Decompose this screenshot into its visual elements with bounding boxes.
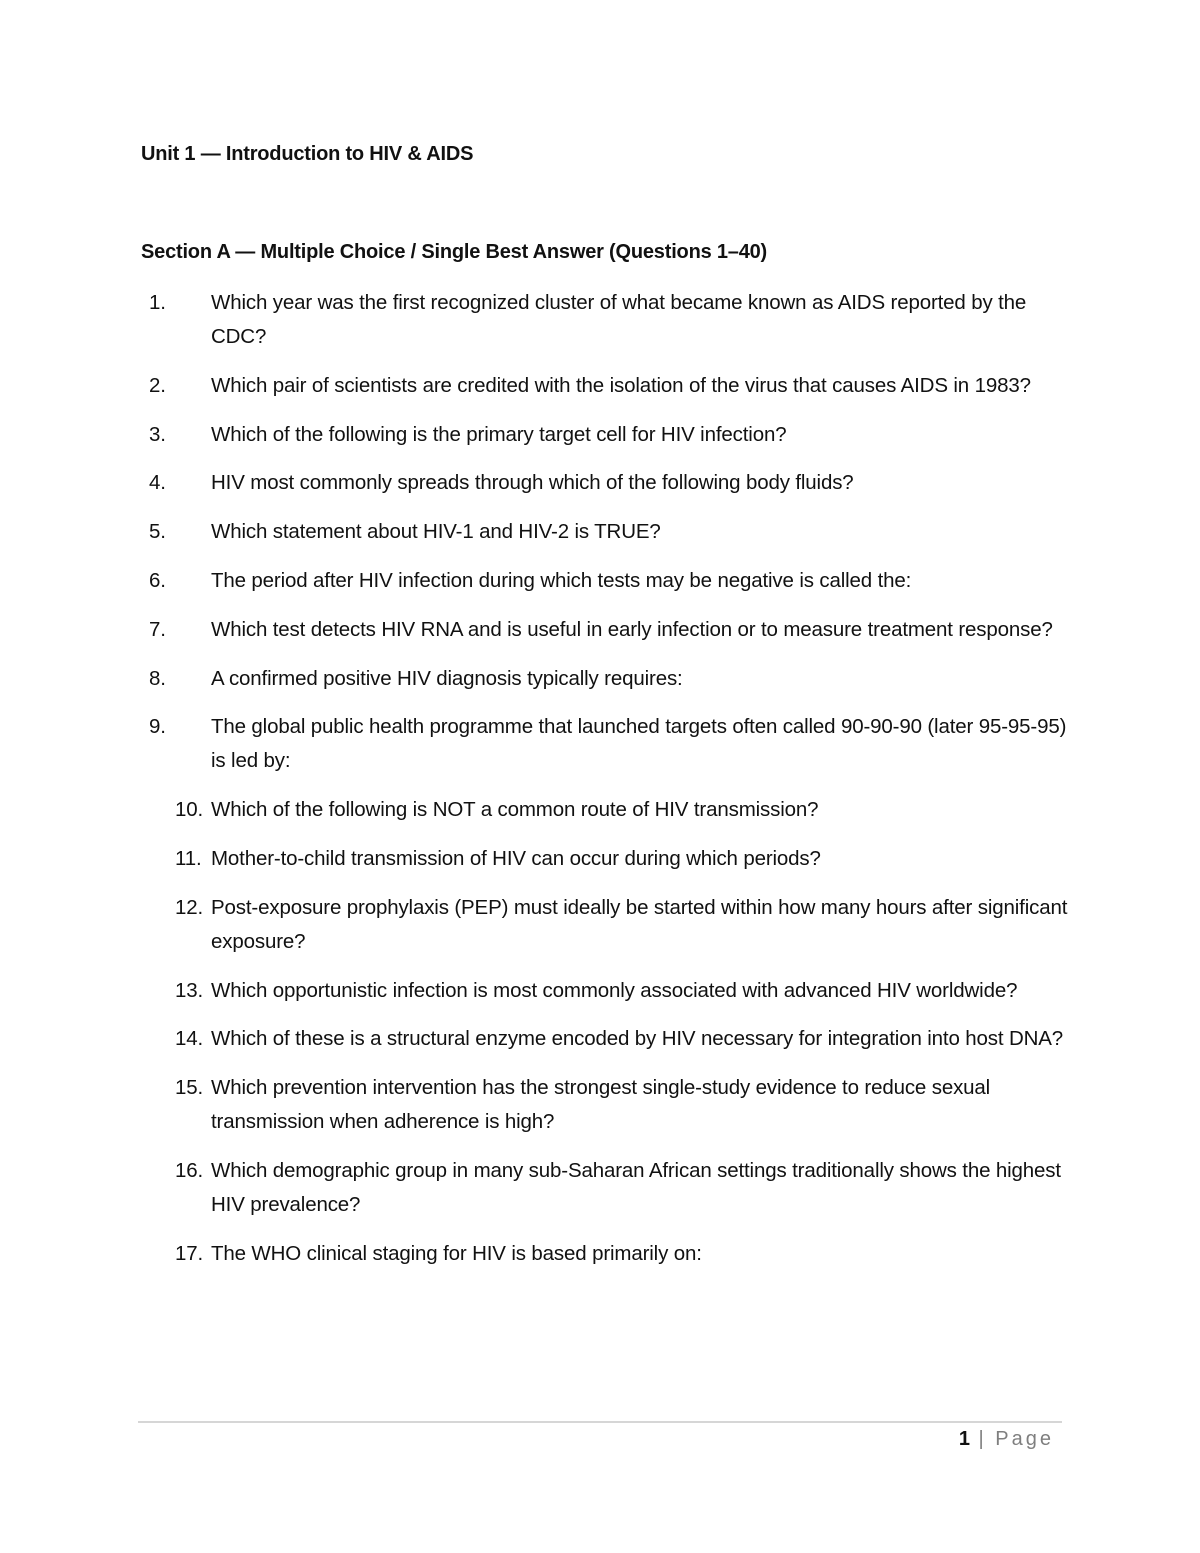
question-text: Which of these is a structural enzyme encoded by HIV necessary for integration into host DNA? [211, 1027, 1064, 1051]
page-label: Page [995, 1428, 1054, 1450]
question-number: 16. [175, 1158, 204, 1182]
question-item [141, 466, 1071, 500]
question-text: Which year was the first recognized cluster of what became known as AIDS reported by the CDC? [211, 291, 1027, 348]
question-text: The global public health programme that launched targets often called 90-90-90 (later 95-95-95) is led by: [211, 715, 1067, 773]
footer-divider [138, 1421, 1062, 1423]
question-number: 6. [149, 568, 166, 592]
question-number: 10. [175, 798, 204, 822]
question-text: Which test detects HIV RNA and is useful in early infection or to measure treatment response? [211, 617, 1053, 641]
question-number: 15. [175, 1076, 204, 1100]
question-number: 17. [175, 1241, 204, 1265]
question-item [141, 564, 1071, 598]
question-item [141, 1071, 1071, 1139]
section-title: Section A — Multiple Choice / Single Best Answer (Questions 1–40) [141, 241, 768, 263]
question-number: 2. [149, 373, 166, 397]
question-item [141, 662, 1071, 696]
question-text: A confirmed positive HIV diagnosis typically requires: [211, 666, 683, 690]
question-text: Which of the following is NOT a common route of HIV transmission? [211, 798, 819, 822]
question-number: 9. [149, 715, 166, 739]
question-item [141, 369, 1071, 403]
page-separator: | [978, 1428, 987, 1450]
page-number-footer [959, 1428, 1054, 1451]
question-item [141, 974, 1071, 1008]
question-item [141, 1022, 1071, 1056]
question-text: Which pair of scientists are credited with the isolation of the virus that causes AIDS in 1983? [211, 373, 1031, 397]
question-number: 4. [149, 471, 166, 495]
question-text: Which of the following is the primary target cell for HIV infection? [211, 422, 787, 446]
question-number: 8. [149, 666, 166, 690]
question-item [141, 613, 1071, 647]
question-item [141, 515, 1071, 549]
question-number: 13. [175, 978, 204, 1002]
question-item [141, 1237, 1071, 1271]
question-item [141, 842, 1071, 876]
question-item [141, 793, 1071, 827]
question-text: Which opportunistic infection is most commonly associated with advanced HIV worldwide? [211, 978, 1018, 1002]
question-list [141, 286, 1071, 1286]
question-text: HIV most commonly spreads through which of the following body fluids? [211, 471, 854, 495]
question-number: 14. [175, 1027, 204, 1051]
question-number: 11. [175, 846, 202, 870]
question-number: 12. [175, 895, 204, 919]
question-text: Which statement about HIV-1 and HIV-2 is TRUE? [211, 520, 661, 544]
question-item [141, 286, 1071, 354]
question-item [141, 710, 1071, 778]
question-text: Mother-to-child transmission of HIV can occur during which periods? [211, 846, 821, 870]
question-text: Which demographic group in many sub-Saharan African settings traditionally shows the highest HIV prevalence? [211, 1158, 1061, 1216]
question-text: Post-exposure prophylaxis (PEP) must ideally be started within how many hours after significant exposure? [211, 895, 1068, 953]
question-number: 7. [149, 617, 166, 641]
question-item [141, 418, 1071, 452]
page-number: 1 [958, 1428, 970, 1450]
question-item [141, 1154, 1071, 1222]
question-text: The period after HIV infection during which tests may be negative is called the: [211, 568, 912, 592]
unit-title: Unit 1 — Introduction to HIV & AIDS [141, 143, 474, 165]
question-item [141, 891, 1071, 959]
question-text: Which prevention intervention has the strongest single-study evidence to reduce sexual transmission when adherence is high? [211, 1076, 991, 1134]
question-text: The WHO clinical staging for HIV is based primarily on: [211, 1241, 702, 1265]
question-number: 3. [149, 422, 166, 446]
question-number: 5. [149, 520, 166, 544]
question-number: 1. [149, 291, 166, 314]
